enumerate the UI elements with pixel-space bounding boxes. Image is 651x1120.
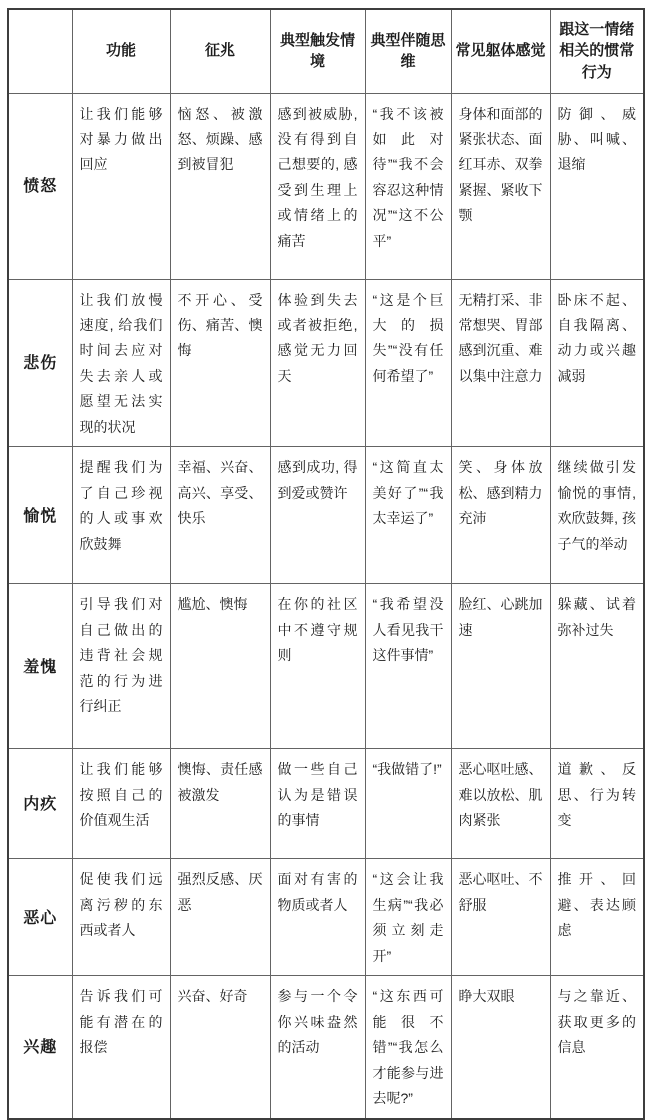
cell-guilt-sensations: 恶心呕吐感、难以放松、肌肉紧张 xyxy=(451,749,550,859)
cell-sadness-sensations: 无精打采、非常想哭、胃部感到沉重、难以集中注意力 xyxy=(451,279,550,447)
cell-anger-behaviors: 防御、威胁、叫喊、退缩 xyxy=(550,93,644,279)
cell-joy-behaviors: 继续做引发愉悦的事情, 欢欣鼓舞, 孩子气的举动 xyxy=(550,447,644,584)
cell-shame-behaviors: 躲藏、试着弥补过失 xyxy=(550,584,644,749)
cell-interest-trigger: 参与一个令你兴味盎然的活动 xyxy=(270,976,365,1119)
table-row-joy xyxy=(8,447,644,584)
cell-guilt-trigger: 做一些自己认为是错误的事情 xyxy=(270,749,365,859)
cell-shame-function: 引导我们对自己做出的违背社会规范的行为进行纠正 xyxy=(72,584,170,749)
cell-guilt-signs: 懊悔、责任感被激发 xyxy=(170,749,270,859)
cell-disgust-sensations: 恶心呕吐、不舒服 xyxy=(451,859,550,976)
cell-anger-thoughts: “我不该被如此对待”“我不会容忍这种情况”“这不公平” xyxy=(365,93,451,279)
header-function: 功能 xyxy=(72,9,170,93)
row-label-guilt: 内疚 xyxy=(8,749,72,859)
header-emotion-blank xyxy=(8,9,72,93)
header-behaviors: 跟这一情绪相关的惯常行为 xyxy=(550,9,644,93)
header-signs: 征兆 xyxy=(170,9,270,93)
cell-shame-signs: 尴尬、懊悔 xyxy=(170,584,270,749)
cell-anger-signs: 恼怒、被激怒、烦躁、感到被冒犯 xyxy=(170,93,270,279)
cell-disgust-trigger: 面对有害的物质或者人 xyxy=(270,859,365,976)
emotion-function-table xyxy=(7,8,645,1120)
cell-sadness-thoughts: “这是个巨大的损失”“没有任何希望了” xyxy=(365,279,451,447)
cell-joy-trigger: 感到成功, 得到爱或赞许 xyxy=(270,447,365,584)
cell-joy-thoughts: “这简直太美好了”“我太幸运了” xyxy=(365,447,451,584)
cell-sadness-function: 让我们放慢速度, 给我们时间去应对失去亲人或愿望无法实现的状况 xyxy=(72,279,170,447)
row-label-sadness: 悲伤 xyxy=(8,279,72,447)
cell-guilt-function: 让我们能够按照自己的价值观生活 xyxy=(72,749,170,859)
cell-disgust-thoughts: “这会让我生病”“我必须立刻走开” xyxy=(365,859,451,976)
table-row-guilt xyxy=(8,749,644,859)
cell-shame-trigger: 在你的社区中不遵守规则 xyxy=(270,584,365,749)
row-label-disgust: 恶心 xyxy=(8,859,72,976)
cell-guilt-thoughts: “我做错了!” xyxy=(365,749,451,859)
cell-disgust-function: 促使我们远离污秽的东西或者人 xyxy=(72,859,170,976)
table-row-disgust xyxy=(8,859,644,976)
header-row xyxy=(8,9,644,93)
header-thoughts: 典型伴随思维 xyxy=(365,9,451,93)
cell-anger-trigger: 感到被威胁, 没有得到自己想要的, 感受到生理上或情绪上的痛苦 xyxy=(270,93,365,279)
cell-joy-function: 提醒我们为了自己珍视的人或事欢欣鼓舞 xyxy=(72,447,170,584)
table-row-interest xyxy=(8,976,644,1119)
cell-interest-thoughts: “这东西可能很不错”“我怎么才能参与进去呢?” xyxy=(365,976,451,1119)
table-row-anger xyxy=(8,93,644,279)
cell-sadness-signs: 不开心、受伤、痛苦、懊悔 xyxy=(170,279,270,447)
cell-interest-behaviors: 与之靠近、获取更多的信息 xyxy=(550,976,644,1119)
cell-interest-function: 告诉我们可能有潜在的报偿 xyxy=(72,976,170,1119)
cell-shame-sensations: 脸红、心跳加速 xyxy=(451,584,550,749)
row-label-joy: 愉悦 xyxy=(8,447,72,584)
cell-shame-thoughts: “我希望没人看见我干这件事情” xyxy=(365,584,451,749)
cell-sadness-behaviors: 卧床不起、自我隔离、动力或兴趣减弱 xyxy=(550,279,644,447)
cell-interest-signs: 兴奋、好奇 xyxy=(170,976,270,1119)
cell-interest-sensations: 睁大双眼 xyxy=(451,976,550,1119)
table-header xyxy=(8,9,644,93)
cell-sadness-trigger: 体验到失去或者被拒绝, 感觉无力回天 xyxy=(270,279,365,447)
row-label-interest: 兴趣 xyxy=(8,976,72,1119)
row-label-shame: 羞愧 xyxy=(8,584,72,749)
table-body xyxy=(8,93,644,1119)
cell-disgust-signs: 强烈反感、厌恶 xyxy=(170,859,270,976)
cell-anger-function: 让我们能够对暴力做出回应 xyxy=(72,93,170,279)
header-trigger: 典型触发情境 xyxy=(270,9,365,93)
cell-anger-sensations: 身体和面部的紧张状态、面红耳赤、双拳紧握、紧收下颚 xyxy=(451,93,550,279)
cell-disgust-behaviors: 推开、回避、表达顾虑 xyxy=(550,859,644,976)
header-sensations: 常见躯体感觉 xyxy=(451,9,550,93)
table-row-sadness xyxy=(8,279,644,447)
cell-guilt-behaviors: 道歉、反思、行为转变 xyxy=(550,749,644,859)
cell-joy-signs: 幸福、兴奋、高兴、享受、快乐 xyxy=(170,447,270,584)
row-label-anger: 愤怒 xyxy=(8,93,72,279)
cell-joy-sensations: 笑、身体放松、感到精力充沛 xyxy=(451,447,550,584)
table-row-shame xyxy=(8,584,644,749)
